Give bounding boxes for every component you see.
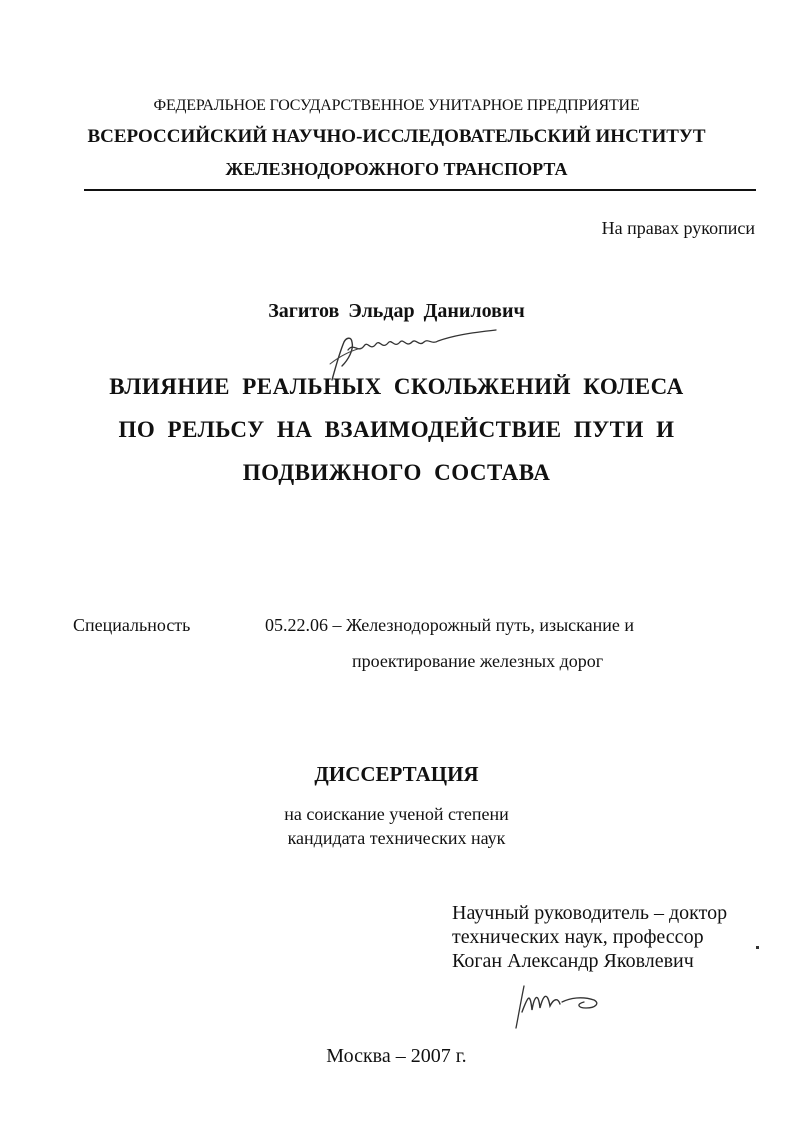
supervisor-degree: технических наук, профессор <box>452 926 704 948</box>
specialty-value: 05.22.06 – Железнодорожный путь, изыскание и <box>265 615 635 635</box>
city-and-year: Москва – 2007 г. <box>326 1045 467 1067</box>
dissertation-title-line-3: ПОДВИЖНОГО СОСТАВА <box>242 460 551 485</box>
dissertation-title-line-1: ВЛИЯНИЕ РЕАЛЬНЫХ СКОЛЬЖЕНИЙ КОЛЕСА <box>109 374 684 399</box>
author-name: Загитов Эльдар Данилович <box>268 300 525 322</box>
supervisor-signature <box>500 972 610 1032</box>
specialty-label: Специальность <box>73 615 191 635</box>
supervisor-title: Научный руководитель – доктор <box>452 902 728 924</box>
institute-name-continued: ЖЕЛЕЗНОДОРОЖНОГО ТРАНСПОРТА <box>225 159 568 179</box>
degree-line-1: на соискание ученой степени <box>284 804 509 824</box>
organization-type: ФЕДЕРАЛЬНОЕ ГОСУДАРСТВЕННОЕ УНИТАРНОЕ ПРЕДПРИЯТИЕ <box>153 97 640 114</box>
document-type: ДИССЕРТАЦИЯ <box>314 762 479 786</box>
scan-speck <box>756 946 759 949</box>
manuscript-rights-note: На правах рукописи <box>601 218 755 238</box>
degree-line-2: кандидата технических наук <box>287 828 506 848</box>
dissertation-title-line-2: ПО РЕЛЬСУ НА ВЗАИМОДЕЙСТВИЕ ПУТИ И <box>118 417 675 442</box>
institute-name: ВСЕРОССИЙСКИЙ НАУЧНО-ИССЛЕДОВАТЕЛЬСКИЙ ИНСТИТУТ <box>87 126 706 147</box>
header-divider <box>84 189 756 191</box>
specialty-value-continued: проектирование железных дорог <box>352 651 604 671</box>
supervisor-name: Коган Александр Яковлевич <box>452 950 694 972</box>
